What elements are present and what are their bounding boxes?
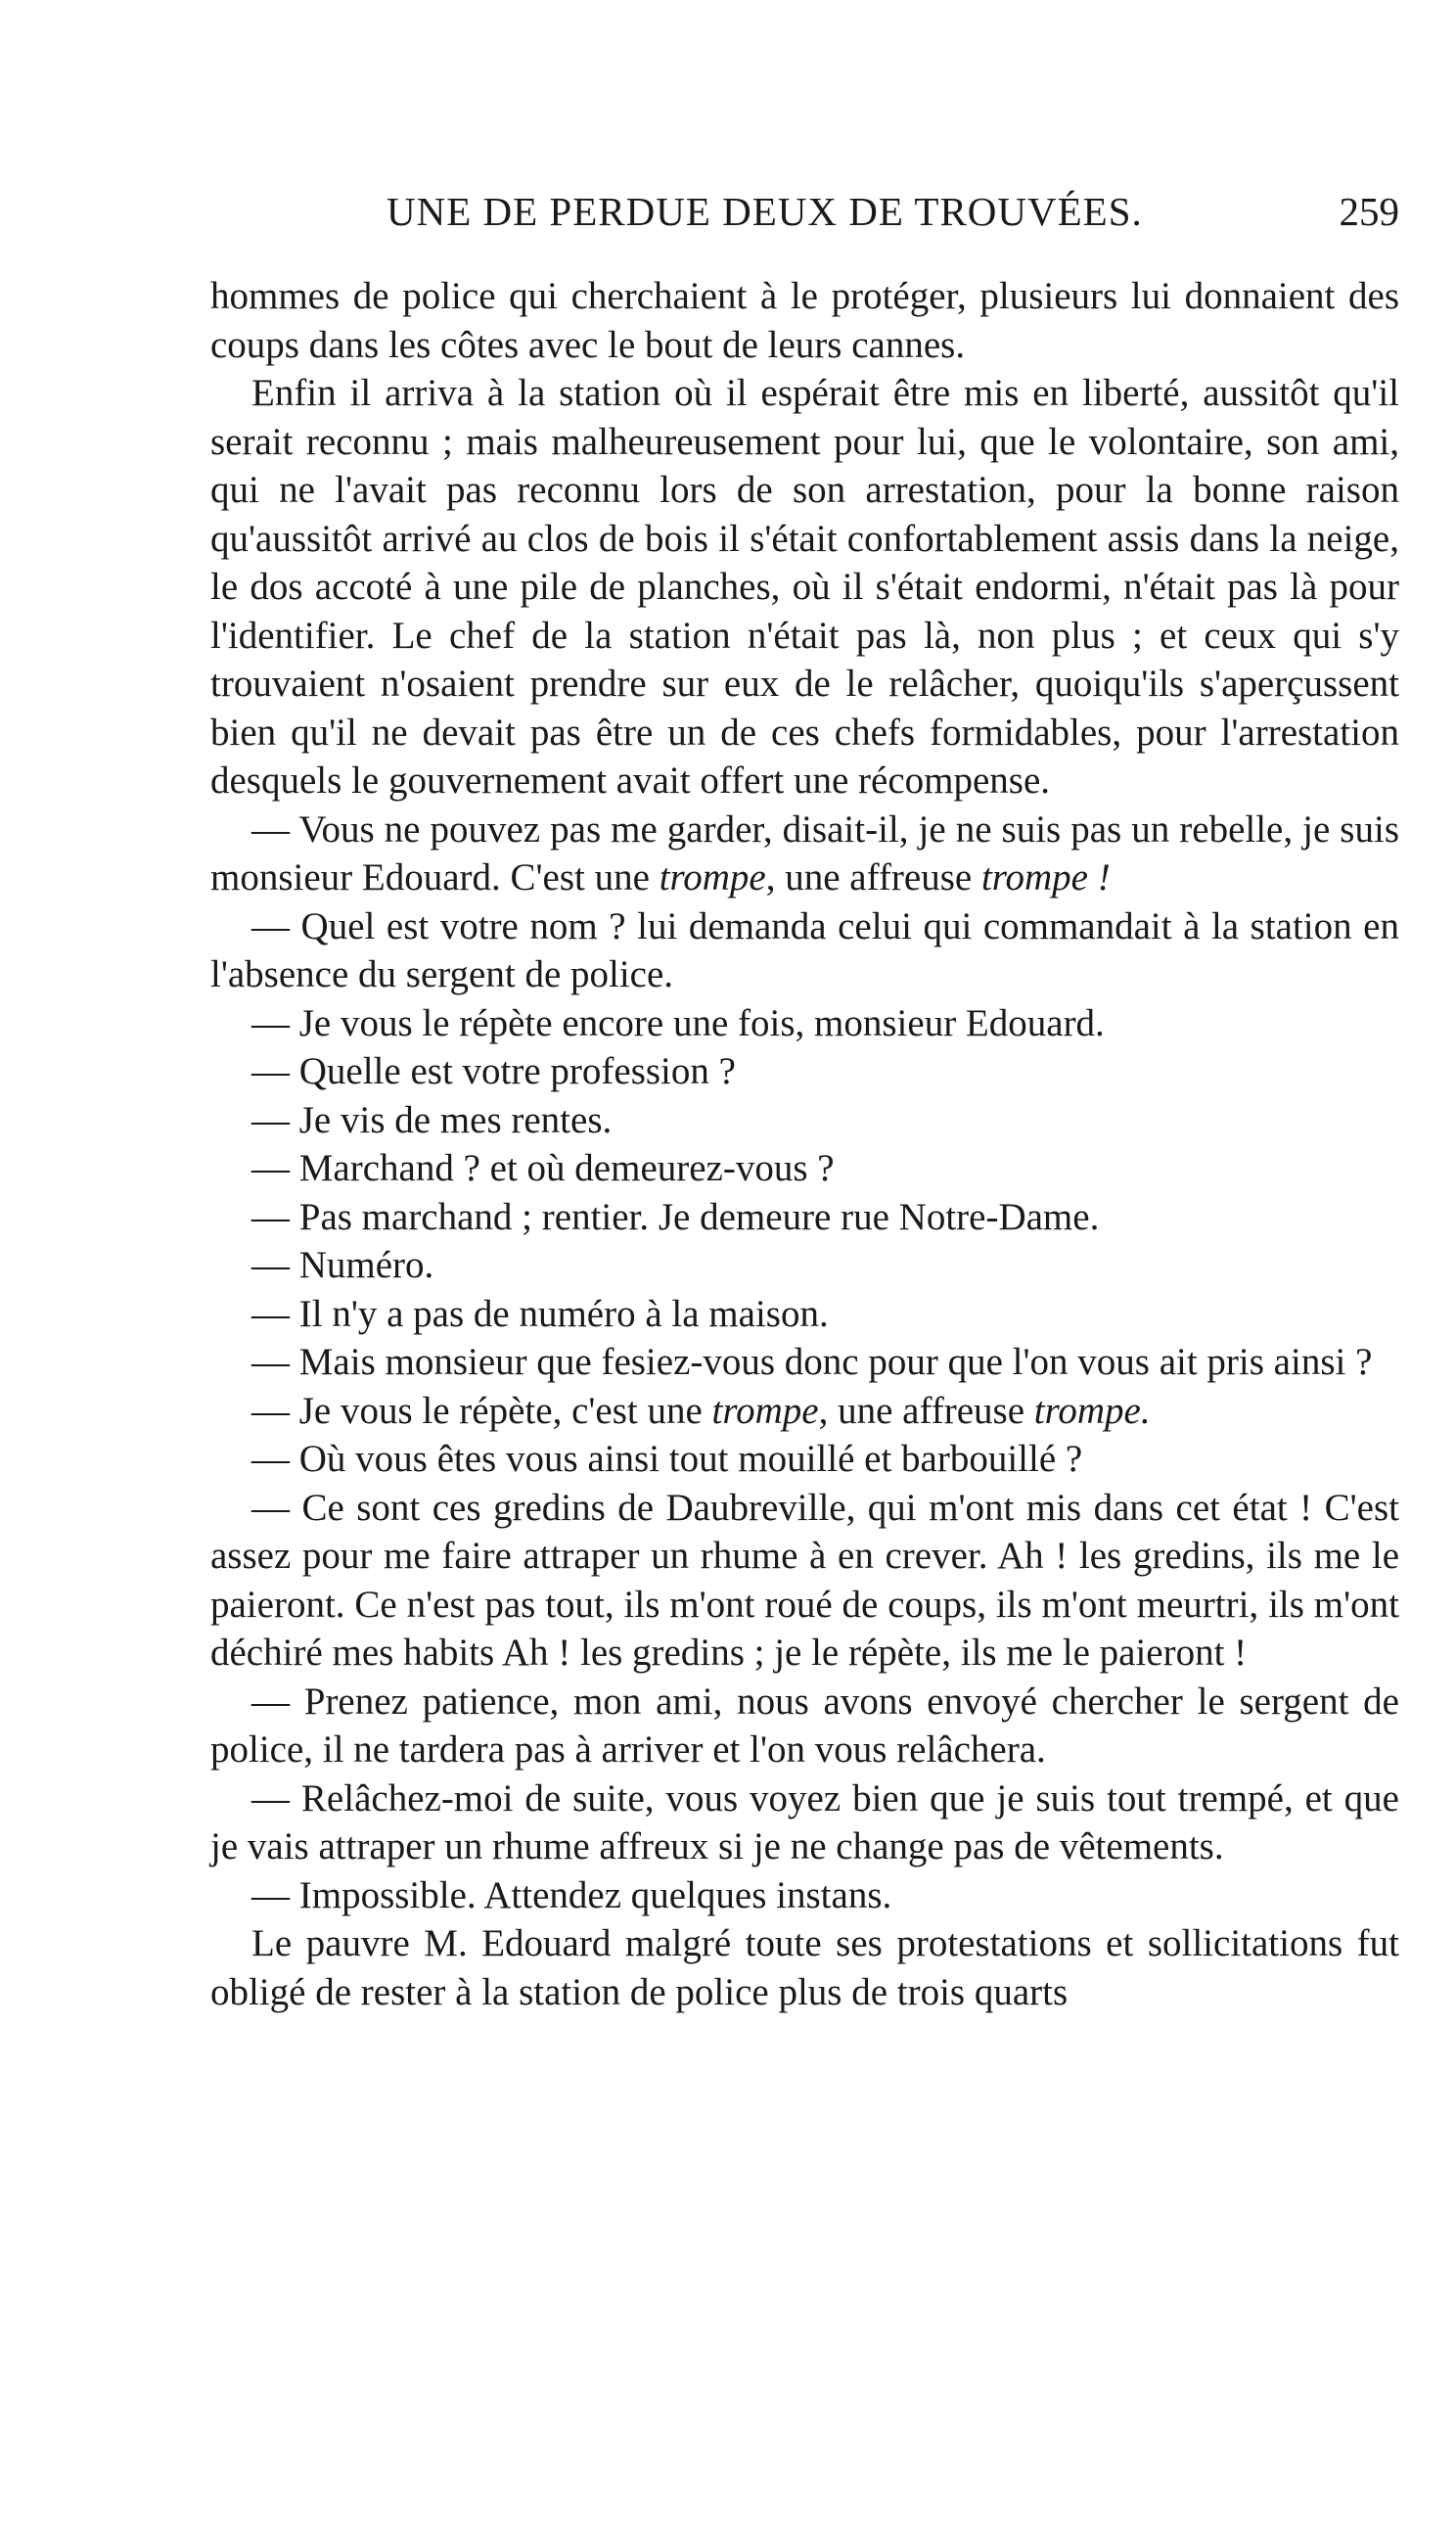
dialogue-line bbox=[210, 1241, 1399, 1290]
dialogue-line bbox=[210, 806, 1399, 902]
dialogue-line bbox=[210, 1484, 1399, 1678]
text-segment: Enfin il arriva à la station où il espérait être mis en liberté, aussitôt qu'il serait reconnu ; mais malheureusement pour lui, que le volontaire, son ami, qui ne l'avait pas reconnu lors de son arrestation, pour la bonne raison qu'aussitôt arrivé au clos de bois il s'était confortablement assis dans la neige, le dos accoté à une pile de planches, où il s'était endormi, n'était pas là pour l'identifier. Le chef de la station n'était pas là, non plus ; et ceux qui s'y trouvaient n'osaient prendre sur eux de le relâcher, quoiqu'ils s'aperçussent bien qu'il ne devait pas être un de ces chefs formidables, pour l'arrestation desquels le gouvernement avait offert une récompense. bbox=[210, 372, 1399, 802]
dialogue-line bbox=[210, 1144, 1399, 1193]
paragraph bbox=[210, 1919, 1399, 2016]
italic-text: trompe ! bbox=[980, 856, 1111, 898]
text-segment: — Impossible. Attendez quelques instans. bbox=[251, 1873, 892, 1916]
text-segment: — Où vous êtes vous ainsi tout mouillé et barbouillé ? bbox=[251, 1438, 1083, 1480]
running-title: UNE DE PERDUE DEUX DE TROUVÉES. bbox=[387, 189, 1143, 234]
text-segment: — Prenez patience, mon ami, nous avons envoyé chercher le sergent de police, il ne tardera pas à arriver et l'on vous relâchera. bbox=[210, 1680, 1399, 1771]
text-segment: — Pas marchand ; rentier. Je demeure rue Notre-Dame. bbox=[251, 1195, 1100, 1238]
text-segment: — Je vis de mes rentes. bbox=[251, 1098, 613, 1141]
dialogue-line bbox=[210, 999, 1399, 1048]
text-segment: hommes de police qui cherchaient à le protéger, plusieurs lui donnaient des coups dans les côtes avec le bout de leurs cannes. bbox=[210, 275, 1399, 366]
dialogue-line bbox=[210, 1387, 1399, 1436]
dialogue-line bbox=[210, 1678, 1399, 1774]
text-segment: — Je vous le répète encore une fois, monsieur Edouard. bbox=[251, 1001, 1105, 1044]
dialogue-line bbox=[210, 1774, 1399, 1871]
text-segment: — Vous ne pouvez pas me garder, disait-il, je ne suis pas un rebelle, je suis monsieur Edouard. C'est une bbox=[210, 807, 1399, 898]
text-segment: Le pauvre M. Edouard malgré toute ses protestations et sollicitations fut obligé de rester à la station de police plus de trois quarts bbox=[210, 1922, 1399, 2013]
text-segment: — Numéro. bbox=[251, 1244, 434, 1286]
dialogue-line bbox=[210, 1435, 1399, 1484]
text-segment: — Marchand ? et où demeurez-vous ? bbox=[251, 1147, 835, 1189]
italic-text: trompe bbox=[711, 1389, 819, 1432]
dialogue-line bbox=[210, 1338, 1399, 1387]
page-number: 259 bbox=[1339, 189, 1399, 234]
running-head bbox=[210, 188, 1399, 247]
dialogue-line bbox=[210, 1096, 1399, 1145]
dialogue-line bbox=[210, 1047, 1399, 1096]
dialogue-line bbox=[210, 902, 1399, 999]
dialogue-line bbox=[210, 1193, 1399, 1242]
text-segment: — Quel est votre nom ? lui demanda celui qui commandait à la station en l'absence du sergent de police. bbox=[210, 904, 1399, 995]
italic-text: trompe. bbox=[1033, 1389, 1151, 1432]
text-segment: — Quelle est votre profession ? bbox=[251, 1050, 736, 1092]
dialogue-line bbox=[210, 1871, 1399, 1920]
text-segment: — Relâchez-moi de suite, vous voyez bien que je suis tout trempé, et que je vais attraper un rhume affreux si je ne change pas de vêtements. bbox=[210, 1776, 1399, 1867]
paragraph bbox=[210, 369, 1399, 806]
body-text bbox=[210, 272, 1399, 2016]
paragraph bbox=[210, 272, 1399, 369]
italic-text: trompe bbox=[659, 856, 766, 898]
dialogue-line bbox=[210, 1290, 1399, 1339]
text-segment: , une affreuse bbox=[765, 856, 981, 898]
text-segment: , une affreuse bbox=[818, 1389, 1034, 1432]
text-segment: — Je vous le répète, c'est une bbox=[251, 1389, 712, 1432]
text-segment: — Il n'y a pas de numéro à la maison. bbox=[251, 1292, 829, 1335]
text-segment: — Ce sont ces gredins de Daubreville, qui m'ont mis dans cet état ! C'est assez pour me faire attraper un rhume à en crever. Ah ! les gredins, ils me le paieront. Ce n'est pas tout, ils m'ont roué de coups, ils m'ont meurtri, ils m'ont déchiré mes habits Ah ! les gredins ; je le répète, ils me le paieront ! bbox=[210, 1486, 1399, 1674]
text-segment: — Mais monsieur que fesiez-vous donc pour que l'on vous ait pris ainsi ? bbox=[251, 1341, 1373, 1383]
